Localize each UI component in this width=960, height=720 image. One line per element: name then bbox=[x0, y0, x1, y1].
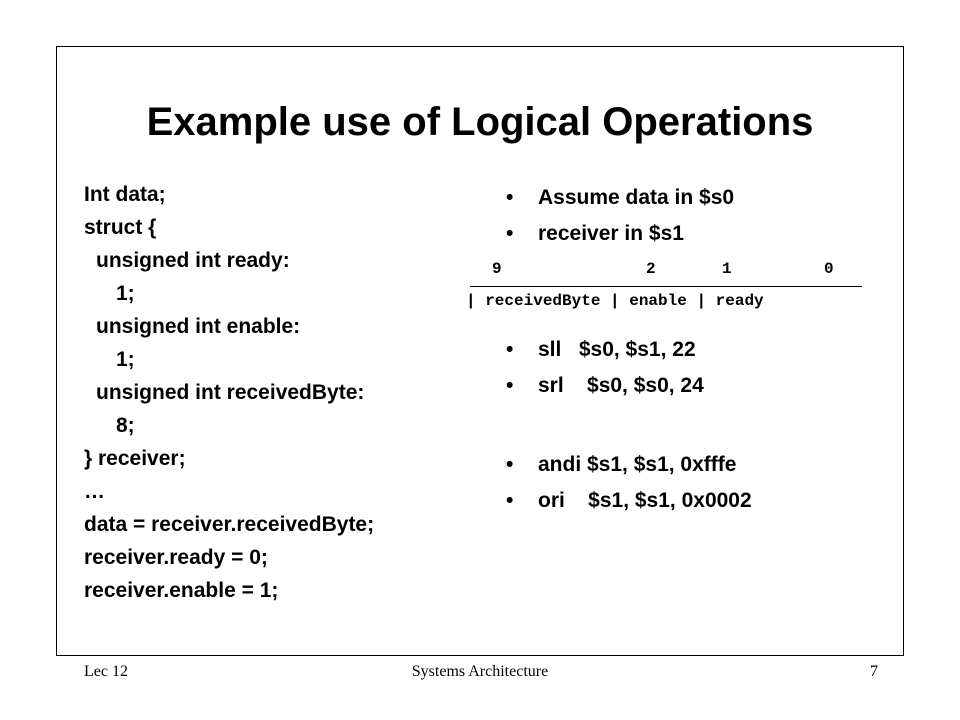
slide-title: Example use of Logical Operations bbox=[146, 100, 814, 144]
footer-lecture: Lec 12 bbox=[84, 663, 128, 680]
bullet-item bbox=[506, 368, 906, 404]
register-assumptions-list bbox=[506, 180, 906, 252]
bit-fields: | receivedByte | enable | ready bbox=[466, 292, 764, 310]
code-line: } receiver; bbox=[84, 447, 186, 470]
bullet-icon: • bbox=[506, 338, 514, 361]
footer-course: Systems Architecture bbox=[411, 663, 549, 680]
bullet-item bbox=[506, 332, 906, 368]
code-line: 1; bbox=[116, 282, 135, 305]
bullet-text: andi $s1, $s1, 0xfffe bbox=[538, 453, 737, 476]
code-line: Int data; bbox=[84, 183, 166, 206]
code-line: … bbox=[84, 480, 105, 503]
bullet-item bbox=[506, 447, 906, 483]
code-line: 1; bbox=[116, 348, 135, 371]
bullet-item bbox=[506, 216, 906, 252]
bit-numbers bbox=[462, 258, 872, 284]
bullet-icon: • bbox=[506, 374, 514, 397]
divider bbox=[470, 286, 862, 287]
bullet-text: receiver in $s1 bbox=[538, 222, 684, 245]
code-block bbox=[84, 178, 474, 607]
code-line: unsigned int receivedByte: bbox=[96, 381, 365, 404]
bit-number: 9 bbox=[492, 260, 502, 278]
footer-page-number: 7 bbox=[870, 663, 878, 680]
bullet-item bbox=[506, 180, 906, 216]
bullet-icon: • bbox=[506, 489, 514, 512]
code-line: receiver.enable = 1; bbox=[84, 579, 279, 602]
code-line: struct { bbox=[84, 216, 157, 239]
shift-instructions-list bbox=[506, 332, 906, 404]
bit-number: 0 bbox=[824, 260, 834, 278]
bullet-text: sll $s0, $s1, 22 bbox=[538, 338, 696, 361]
code-line: 8; bbox=[116, 414, 135, 437]
bullet-text: ori $s1, $s1, 0x0002 bbox=[538, 489, 752, 512]
bullet-item bbox=[506, 483, 906, 519]
mask-instructions-list bbox=[506, 447, 906, 519]
code-line: receiver.ready = 0; bbox=[84, 546, 268, 569]
code-line: unsigned int ready: bbox=[96, 249, 290, 272]
bit-layout-diagram bbox=[462, 258, 872, 310]
bullet-icon: • bbox=[506, 453, 514, 476]
code-line: data = receiver.receivedByte; bbox=[84, 513, 375, 536]
bit-number: 2 bbox=[646, 260, 656, 278]
bullet-text: srl $s0, $s0, 24 bbox=[538, 374, 704, 397]
bit-number: 1 bbox=[722, 260, 732, 278]
bullet-icon: • bbox=[506, 222, 514, 245]
bullet-icon: • bbox=[506, 186, 514, 209]
code-line: unsigned int enable: bbox=[96, 315, 301, 338]
bullet-text: Assume data in $s0 bbox=[538, 186, 735, 209]
